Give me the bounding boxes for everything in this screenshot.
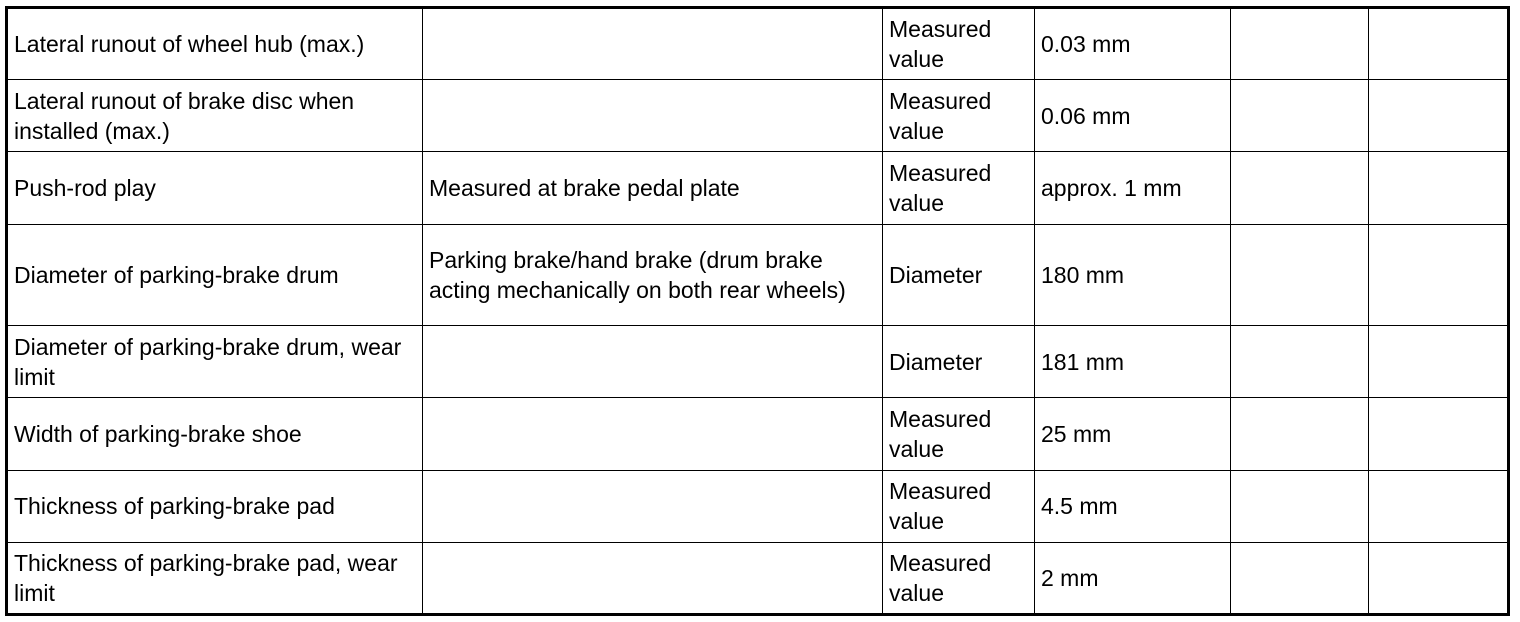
condition-cell: Parking brake/hand brake (drum brake acting mechanically on both rear wheels) bbox=[423, 224, 883, 325]
type-cell: Diameter bbox=[883, 224, 1035, 325]
extra-cell bbox=[1369, 224, 1509, 325]
parameter-cell: Lateral runout of brake disc when installed (max.) bbox=[7, 80, 423, 152]
parameter-cell: Thickness of parking-brake pad, wear limit bbox=[7, 542, 423, 614]
extra-cell bbox=[1369, 470, 1509, 542]
extra-cell bbox=[1369, 326, 1509, 398]
condition-cell bbox=[423, 326, 883, 398]
table-row bbox=[7, 8, 1509, 80]
parameter-cell: Thickness of parking-brake pad bbox=[7, 470, 423, 542]
extra-cell bbox=[1369, 542, 1509, 614]
extra-cell bbox=[1231, 80, 1369, 152]
type-cell: Measured value bbox=[883, 8, 1035, 80]
extra-cell bbox=[1231, 152, 1369, 224]
value-cell: 181 mm bbox=[1035, 326, 1231, 398]
parameter-cell: Lateral runout of wheel hub (max.) bbox=[7, 8, 423, 80]
extra-cell bbox=[1369, 80, 1509, 152]
table-row bbox=[7, 470, 1509, 542]
table-row bbox=[7, 398, 1509, 470]
condition-cell bbox=[423, 8, 883, 80]
extra-cell bbox=[1231, 224, 1369, 325]
type-cell: Measured value bbox=[883, 542, 1035, 614]
table-row bbox=[7, 224, 1509, 325]
table-row bbox=[7, 326, 1509, 398]
value-cell: 2 mm bbox=[1035, 542, 1231, 614]
condition-cell bbox=[423, 398, 883, 470]
value-cell: 4.5 mm bbox=[1035, 470, 1231, 542]
extra-cell bbox=[1231, 398, 1369, 470]
extra-cell bbox=[1369, 8, 1509, 80]
condition-cell bbox=[423, 542, 883, 614]
parameter-cell: Diameter of parking-brake drum bbox=[7, 224, 423, 325]
type-cell: Measured value bbox=[883, 470, 1035, 542]
type-cell: Diameter bbox=[883, 326, 1035, 398]
extra-cell bbox=[1231, 470, 1369, 542]
condition-cell bbox=[423, 470, 883, 542]
value-cell: 0.06 mm bbox=[1035, 80, 1231, 152]
condition-cell bbox=[423, 80, 883, 152]
type-cell: Measured value bbox=[883, 80, 1035, 152]
value-cell: approx. 1 mm bbox=[1035, 152, 1231, 224]
type-cell: Measured value bbox=[883, 152, 1035, 224]
extra-cell bbox=[1231, 8, 1369, 80]
parameter-cell: Width of parking-brake shoe bbox=[7, 398, 423, 470]
extra-cell bbox=[1369, 152, 1509, 224]
type-cell: Measured value bbox=[883, 398, 1035, 470]
extra-cell bbox=[1231, 542, 1369, 614]
extra-cell bbox=[1231, 326, 1369, 398]
parameter-cell: Push-rod play bbox=[7, 152, 423, 224]
table-row bbox=[7, 542, 1509, 614]
extra-cell bbox=[1369, 398, 1509, 470]
brake-specification-table bbox=[5, 6, 1510, 616]
value-cell: 0.03 mm bbox=[1035, 8, 1231, 80]
table-row bbox=[7, 152, 1509, 224]
condition-cell: Measured at brake pedal plate bbox=[423, 152, 883, 224]
value-cell: 180 mm bbox=[1035, 224, 1231, 325]
value-cell: 25 mm bbox=[1035, 398, 1231, 470]
parameter-cell: Diameter of parking-brake drum, wear limit bbox=[7, 326, 423, 398]
table-row bbox=[7, 80, 1509, 152]
